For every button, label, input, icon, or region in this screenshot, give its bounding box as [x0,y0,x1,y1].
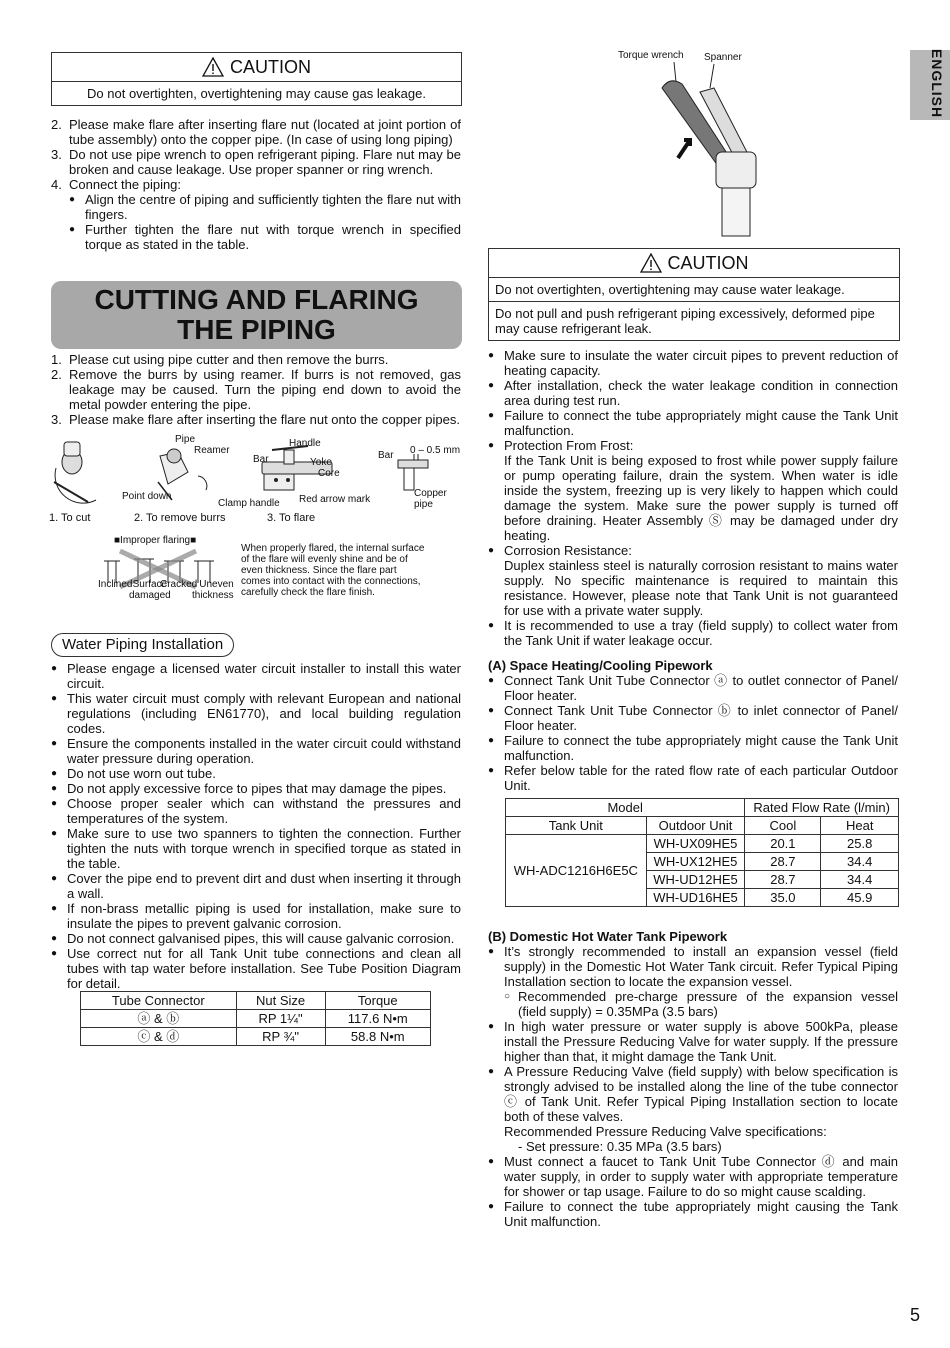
section-banner [51,281,462,349]
flaring-note: When properly flared, the internal surface of the flare will evenly shine and be of even thickness. Since the flare part comes into contact with the connections, carefully check the flare finish. [241,543,425,598]
list-item: ● Failure to connect the tube appropriately might cause the Tank Unit malfunction. [488,408,898,438]
label-pipe: Pipe [175,434,196,445]
right-bullets [488,348,898,648]
list-item: ● Failure to connect the tube appropriately might causing the Tank Unit malfunction. [488,1199,898,1229]
cut-steps [51,352,461,427]
section-b-bullets [488,944,898,1229]
table-header: Outdoor Unit [646,817,745,835]
wrench-figure [610,48,790,238]
table-cell: RP 1¼" [236,1010,325,1028]
list-item: 2. Please make flare after inserting flare nut (located at joint portion of tube assembly) onto the copper pipe. (In case of using long piping) [51,117,461,147]
caution-text: Do not pull and push refrigerant piping excessively, deformed pipe may cause refrigerant leak. [489,301,899,340]
label-spanner: Spanner [704,52,742,63]
table-cell: WH-UX09HE5 [646,835,745,853]
label-handle: Handle [289,438,321,449]
caution-title: CAUTION [667,253,749,273]
list-item: ● Do not use worn out tube. [51,766,461,781]
caution-header [52,53,461,82]
table-cell: 20.1 [745,835,821,853]
list-item: 3. Do not use pipe wrench to open refrigerant piping. Flare nut may be broken and cause leakage. Use proper spanner or ring wrench. [51,147,461,177]
table-header-row [506,817,899,835]
water-bullets [51,661,461,991]
banner-line-1: CUTTING AND FLARING [94,284,419,315]
table-cell: ⓐ & ⓑ [81,1010,237,1028]
label-gap: 0 – 0.5 mm [410,445,461,456]
table-cell: 28.7 [745,853,821,871]
list-item: ● Failure to connect the tube appropriately might cause the Tank Unit malfunction. [488,733,898,763]
table-header: Torque [325,992,430,1010]
list-item: ● It is recommended to use a tray (field supply) to collect water from the Tank Unit if water leakage occur. [488,618,898,648]
torque-table [80,991,431,1046]
table-row [506,835,899,853]
table-cell: 25.8 [821,835,899,853]
list-item: ● Make sure to use two spanners to tighten the connection. Further tighten the nuts with torque wrench in specified torque as stated in the table. [51,826,461,871]
table-cell: ⓒ & ⓓ [81,1028,237,1046]
table-cell: 117.6 N•m [325,1010,430,1028]
list-item: ● Do not connect galvanised pipes, this will cause galvanic corrosion. [51,931,461,946]
flaring-title: ■Improper flaring■ [114,535,197,546]
list-item: ● Connect Tank Unit Tube Connector ⓐ to outlet connector of Panel/ Floor heater. [488,673,898,703]
table-header: Cool [745,817,821,835]
list-item: ● Further tighten the flare nut with torque wrench in specified torque as stated in the table. [69,222,461,252]
label-yoke: Yoke [310,457,332,468]
cutting-figure [48,432,468,527]
table-cell: RP ¾" [236,1028,325,1046]
table-cell: 45.9 [821,889,899,907]
list-item: ● Choose proper sealer which can withstand the pressures and temperatures of the system. [51,796,461,826]
water-section-title: Water Piping Installation [51,633,234,657]
label-bar: Bar [253,454,269,465]
list-item: ● Do not apply excessive force to pipes that may damage the pipes. [51,781,461,796]
caution-box-gas [51,52,462,106]
flaring-type-surface-damaged: Surface damaged [129,579,171,601]
language-tab-label: ENGLISH [929,48,946,119]
table-header: Tube Connector [81,992,237,1010]
label-reamer: Reamer [194,445,230,456]
set-pressure: - Set pressure: 0.35 MPa (3.5 bars) [518,1139,722,1154]
table-header: Nut Size [236,992,325,1010]
list-item: ● This water circuit must comply with relevant European and national regulations (including EN61770), and local building regulation codes. [51,691,461,736]
flaring-type-cracked: Cracked [160,579,198,590]
flaring-figure [96,533,436,603]
section-a-bullets [488,673,898,793]
caution-box-water [488,248,900,341]
water-section-heading [51,633,234,657]
list-item: 1. Please cut using pipe cutter and then remove the burrs. [51,352,389,367]
list-item: ● Cover the pipe end to prevent dirt and dust when inserting it through a wall. [51,871,461,901]
label-core: Core [318,468,340,479]
label-point-down: Point down [122,491,172,502]
list-item: ● Use correct nut for all Tank Unit tube connections and clean all tubes with tap water before installation. See Tube Position Diagram for detail. [51,946,461,991]
label-torque-wrench: Torque wrench [618,50,684,61]
table-cell: 35.0 [745,889,821,907]
caption-remove-burrs: 2. To remove burrs [134,512,226,524]
list-item: ● Please engage a licensed water circuit installer to install this water circuit. [51,661,461,691]
caution-text: Do not overtighten, overtightening may cause gas leakage. [87,86,426,101]
table-cell: 58.8 N•m [325,1028,430,1046]
table-header: Tank Unit [506,817,647,835]
flow-rate-table [505,798,899,907]
label-bar2: Bar [378,450,394,461]
list-item: 3. Please make flare after inserting the flare nut onto the copper pipes. [51,412,460,427]
list-item: ● Make sure to insulate the water circuit pipes to prevent reduction of heating capacity. [488,348,898,378]
table-header-row [81,992,431,1010]
label-copper-pipe: Copper pipe [414,488,447,510]
caption-to-cut: 1. To cut [49,512,91,524]
warning-triangle-icon [202,57,224,77]
list-item: ○ Recommended pre-charge pressure of the expansion vessel (field supply) = 0.35MPa (3.5 bars) [504,989,898,1019]
caution-header [489,249,899,278]
table-header-row [506,799,899,817]
list-item: ● Protection From Frost: If the Tank Unit is being exposed to frost while power supply failure or pump operating failure, drain the system. When water is idle inside the system, freezing up is very likely to happen which could damage the system. Make sure the power supply is turned off before draining. Heater Assembly Ⓢ may be damaged under dry heating. [488,438,898,543]
table-cell: 34.4 [821,853,899,871]
list-item: ● Refer below table for the rated flow rate of each particular Outdoor Unit. [488,763,898,793]
list-item: 4. Connect the piping: ● Align the centre of piping and sufficiently tighten the flare nut with fingers. ● Further tighten the flare nut with torque wrench in specified torque as stated in the table. [51,177,461,252]
label-red-arrow: Red arrow mark [299,494,371,505]
language-tab [910,50,950,120]
table-cell: WH-UD12HE5 [646,871,745,889]
table-cell: WH-ADC1216H6E5C [506,835,647,907]
list-item: ● Corrosion Resistance: Duplex stainless steel is naturally corrosion resistant to mains water supply. No specific maintenance is required to maintain this resistance. However, please note that Tank Unit is not guaranteed for use with a private water supply. [488,543,898,618]
flaring-type-inclined: Inclined [98,579,133,590]
table-header: Rated Flow Rate (l/min) [745,799,899,817]
table-cell: WH-UD16HE5 [646,889,745,907]
section-b-title: (B) Domestic Hot Water Tank Pipework [488,929,728,944]
section-a-title: (A) Space Heating/Cooling Pipework [488,658,713,673]
list-item: ● Must connect a faucet to Tank Unit Tube Connector ⓓ and main water supply, in order to supply water with appropriate temperature for shower or tap usage. Failure to do so might cause scalding. [488,1154,898,1199]
list-item: ● If non-brass metallic piping is used for installation, make sure to insulate the pipes to prevent galvanic corrosion. [51,901,461,931]
list-item: ● Align the centre of piping and sufficiently tighten the flare nut with fingers. [69,192,461,222]
list-item: ● A Pressure Reducing Valve (field supply) with below specification is strongly advised to be installed along the line of the tube connector ⓒ of Tank Unit. Refer Typical Piping Installation section to locate both of these valves. Recommended Pressure Reducing Valve specifications: - Set pressure: 0.35 MPa (3.5 bars) [488,1064,898,1154]
table-cell: 34.4 [821,871,899,889]
caption-to-flare: 3. To flare [267,512,316,524]
table-cell: 28.7 [745,871,821,889]
list-item: ● It’s strongly recommended to install an expansion vessel (field supply) in the Domestic Hot Water Tank circuit. Refer Typical Piping Installation section to locate the expansion vessel. ○ Recommended pre-charge pressure of the expansion vessel (field supply) = 0.35MPa (3.5 bars) [488,944,898,1019]
list-item: ● In high water pressure or water supply is above 500kPa, please install the Pressure Reducing Valve for water supply. If the pressure higher than that, it might damage the Tank Unit. [488,1019,898,1064]
list-item: 2. Remove the burrs by using reamer. If burrs is not removed, gas leakage may be caused. Turn the piping end down to avoid the metal powder entering the pipe. [51,367,461,412]
table-row [81,1010,431,1028]
flaring-type-uneven: Uneven thickness [192,579,234,601]
table-header: Model [506,799,745,817]
wrench-illustration [610,48,790,238]
list-item: ● After installation, check the water leakage condition in connection area during test run. [488,378,898,408]
list-item: ● Connect Tank Unit Tube Connector ⓑ to inlet connector of Panel/ Floor heater. [488,703,898,733]
table-header: Heat [821,817,899,835]
page-number: 5 [910,1305,921,1325]
list-item: ● Ensure the components installed in the water circuit could withstand water pressure during operation. [51,736,461,766]
banner-line-2: THE PIPING [177,314,336,345]
steps-top [51,117,461,252]
label-clamp-handle: Clamp handle [218,498,280,509]
table-cell: WH-UX12HE5 [646,853,745,871]
caution-text: Do not overtighten, overtightening may cause water leakage. [495,282,845,297]
warning-triangle-icon [640,253,662,273]
caution-title: CAUTION [230,57,311,77]
table-row [81,1028,431,1046]
